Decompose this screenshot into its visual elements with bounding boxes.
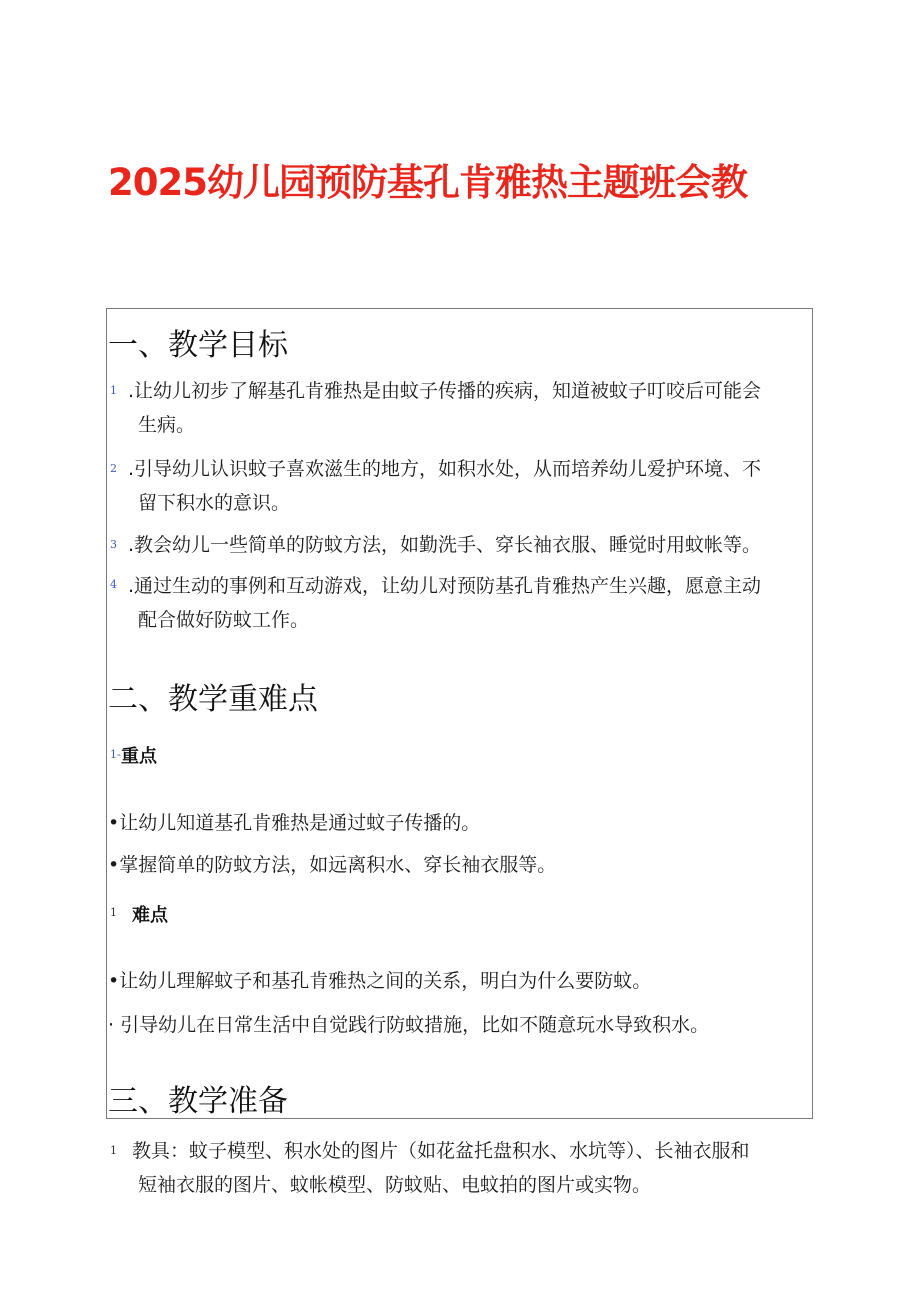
list-number: 3 [110, 538, 117, 551]
list-number: 1 [110, 1144, 117, 1157]
list-item-line: .让幼儿初步了解基孔肯雅热是由蚊子传播的疾病，知道被蚊子叮咬后可能会 [128, 380, 762, 402]
bullet-item: •掌握简单的防蚊方法，如远离积水、穿长袖衣服等。 [108, 854, 557, 876]
list-item-line: 短袖衣服的图片、蚊帐模型、防蚊贴、电蚊拍的图片或实物。 [138, 1174, 652, 1196]
list-item-line: .教会幼儿一些简单的防蚊方法，如勤洗手、穿长袖衣服、睡觉时用蚊帐等。 [128, 534, 762, 556]
list-number: 1 [110, 906, 117, 919]
document-title: 2025幼儿园预防基孔肯雅热主题班会教 [108, 161, 747, 204]
bullet-item: · 引导幼儿在日常生活中自觉践行防蚊措施，比如不随意玩水导致积水。 [108, 1014, 710, 1036]
list-number: 1 [110, 384, 117, 397]
list-item-line: .通过生动的事例和互动游戏，让幼儿对预防基孔肯雅热产生兴趣，愿意主动 [128, 575, 762, 597]
list-item-line: .引导幼儿认识蚊子喜欢滋生的地方，如积水处，从而培养幼儿爱护环境、不 [128, 458, 762, 480]
list-item-line: 配合做好防蚊工作。 [138, 609, 310, 631]
list-item-line: 教具：蚊子模型、积水处的图片（如花盆托盘积水、水坑等）、长袖衣服和 [132, 1140, 750, 1162]
section-heading-objectives: 一、教学目标 [108, 328, 288, 363]
bullet-item: •让幼儿理解蚊子和基孔肯雅热之间的关系，明白为什么要防蚊。 [108, 970, 652, 992]
section-heading-preparation: 三、教学准备 [108, 1084, 288, 1119]
list-item-line: 生病。 [138, 414, 196, 436]
bullet-item: •让幼儿知道基孔肯雅热是通过蚊子传播的。 [108, 812, 481, 834]
list-number: 1- [110, 748, 121, 761]
section-heading-key-points: 二、教学重难点 [108, 682, 318, 717]
subheading-difficulty: 难点 [132, 905, 168, 926]
list-number: 2 [110, 462, 117, 475]
list-number: 4 [110, 578, 117, 591]
subheading-key: 重点 [121, 746, 157, 767]
list-item-line: 留下积水的意识。 [138, 492, 291, 514]
